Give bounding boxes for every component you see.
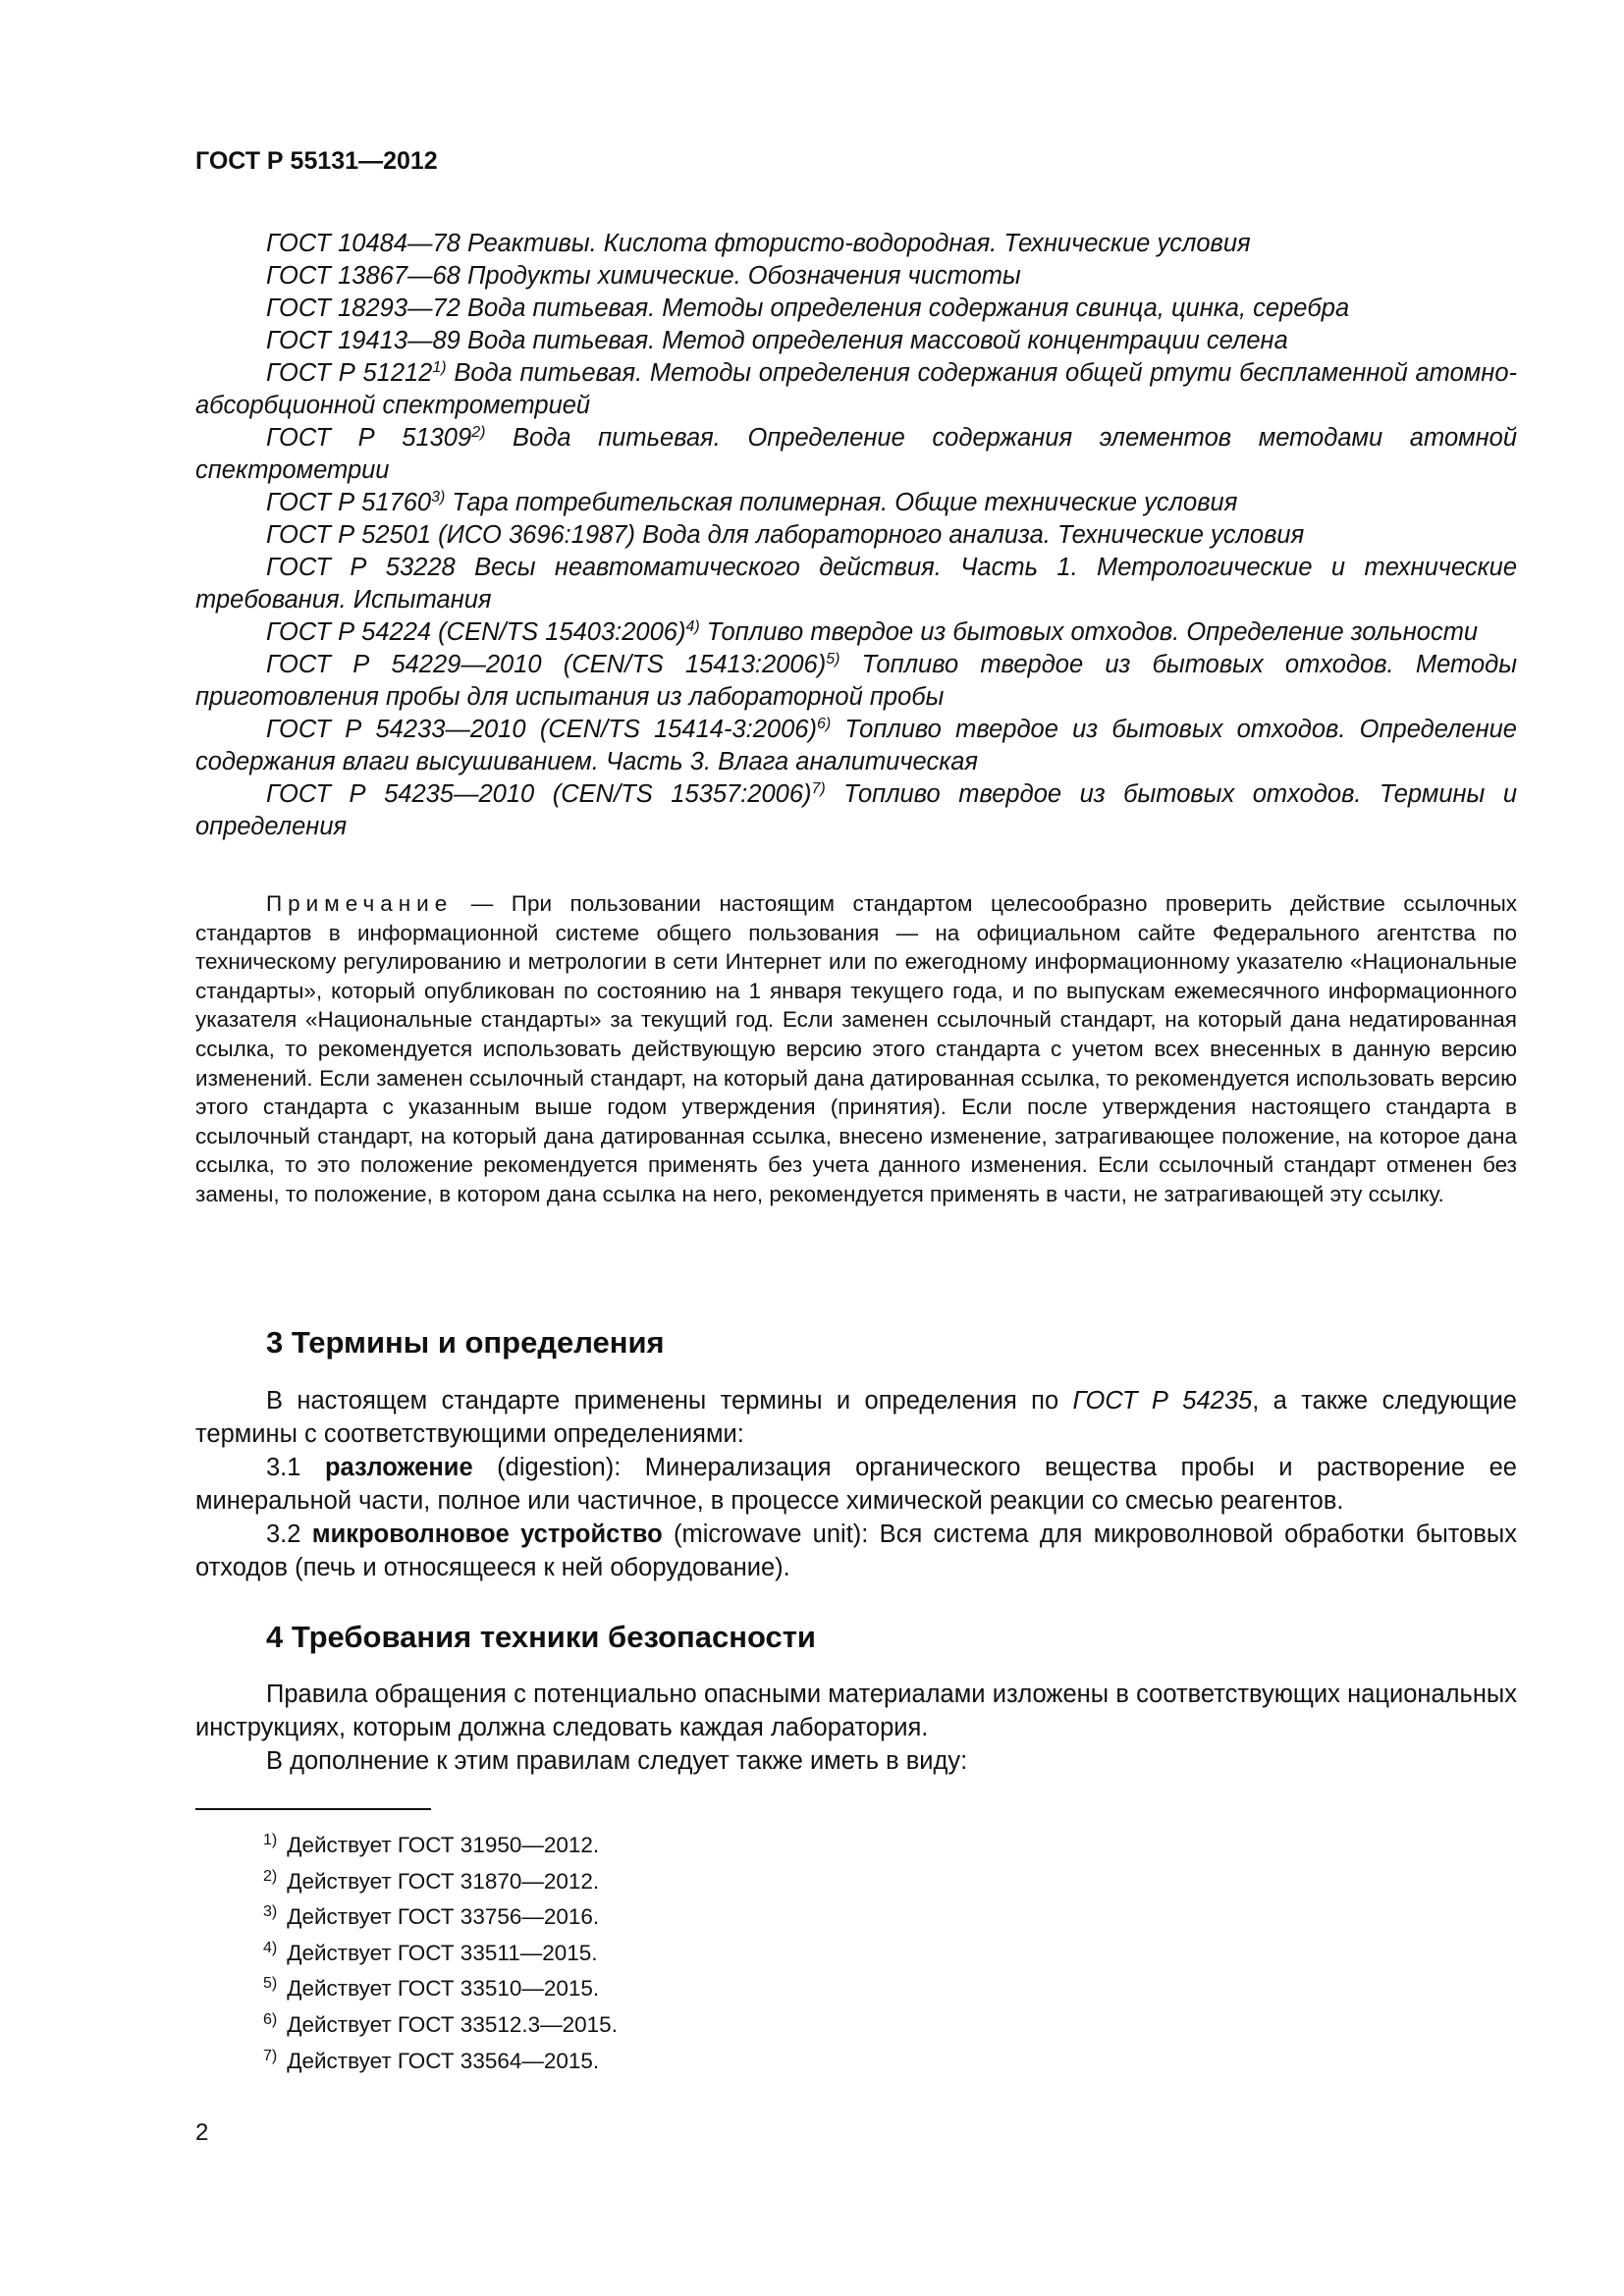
term-name: микроволновое устройство xyxy=(311,1521,663,1548)
footnote-text: Действует ГОСТ 33511—2015. xyxy=(287,1940,598,1965)
reference-item xyxy=(195,228,1517,260)
reference-item xyxy=(195,487,1517,519)
footnote-mark: 7) xyxy=(811,780,826,797)
footnote xyxy=(263,1864,618,1900)
reference-item xyxy=(195,260,1517,293)
reference-code: ГОСТ 13867—68 xyxy=(266,262,460,290)
reference-title: Реактивы. Кислота фтористо-водородная. Технические условия xyxy=(460,230,1251,257)
reference-code: ГОСТ Р 54229—2010 (CEN/TS 15413:2006) xyxy=(266,651,827,678)
reference-item xyxy=(195,519,1517,552)
reference-title: Вода питьевая. Определение содержания элементов методами атомной спектрометрии xyxy=(195,424,1518,484)
footnote-mark: 5) xyxy=(263,1975,278,1993)
footnote-text: Действует ГОСТ 33512.3—2015. xyxy=(287,2011,618,2037)
footnote-mark: 2) xyxy=(471,424,486,441)
section-3-body xyxy=(195,1384,1517,1584)
reference-item xyxy=(195,552,1517,616)
footnote-separator xyxy=(195,1808,431,1810)
footnote-text: Действует ГОСТ 33756—2016. xyxy=(287,1904,600,1930)
reference-item xyxy=(195,616,1517,649)
note-paragraph xyxy=(195,889,1517,1209)
footnote-mark: 3) xyxy=(263,1903,278,1921)
section-4-heading: 4 Требования техники безопасности xyxy=(266,1620,816,1654)
reference-title: Вода для лабораторного анализа. Технические условия xyxy=(635,521,1305,549)
reference-title: Топливо твердое из бытовых отходов. Методы приготовления пробы для испытания из лабораторной пробы xyxy=(195,651,1517,711)
reference-title: Вода питьевая. Метод определения массовой концентрации селена xyxy=(460,327,1288,354)
note-text: — При пользовании настоящим стандартом целесообразно проверить действие ссылочных стандартов в информационной системе общего пользования — на официальном сайте Федерального агентства по техническому регулированию и метрологии в сети Интернет или по ежегодному информационному указателю «Национальные стандарты», который опубликован по состоянию на 1 января текущего года, и по выпускам ежемесячного информационного указателя «Национальные стандарты» за текущий год. Если заменен ссылочный стандарт, на который дана недатированная ссылка, то рекомендуется использовать действующую версию этого стандарта с учетом всех внесенных в данную версию изменений. Если заменен ссылочный стандарт, на который дана датированная ссылка, то рекомендуется использовать версию этого стандарта с указанным выше годом утверждения (принятия). Если после утверждения настоящего стандарта в ссылочный стандарт, на который дана датированная ссылка, внесено изменение, затрагивающее положение, на которое дана ссылка, то это положение рекомендуется применять без учета данного изменения. Если ссылочный стандарт отменен без замены, то положение, в котором дана ссылка на него, рекомендуется применять в части, не затрагивающей эту ссылку. xyxy=(195,891,1517,1206)
footnote-text: Действует ГОСТ 31950—2012. xyxy=(287,1833,600,1857)
footnote-mark: 3) xyxy=(431,489,446,506)
intro-text: , а также следующие термины с соответствующими определениями: xyxy=(195,1387,1517,1448)
intro-reference: ГОСТ Р 54235 xyxy=(1072,1387,1253,1415)
reference-code: ГОСТ 18293—72 xyxy=(266,294,460,322)
reference-item xyxy=(195,649,1517,714)
intro-text: В настоящем стандарте применены термины и определения по xyxy=(266,1387,1073,1415)
reference-item xyxy=(195,714,1517,778)
reference-code: ГОСТ 19413—89 xyxy=(266,327,460,354)
term-definition: (microwave unit): Вся система для микроволновой обработки бытовых отходов (печь и относящееся к ней оборудование). xyxy=(195,1521,1517,1581)
footnote xyxy=(263,1828,618,1864)
reference-title: Топливо твердое из бытовых отходов. Определение зольности xyxy=(699,618,1479,646)
reference-item xyxy=(195,325,1517,357)
reference-code: ГОСТ Р 52501 (ИСО 3696:1987) xyxy=(266,521,635,549)
reference-code: ГОСТ 10484—78 xyxy=(266,230,460,257)
footnote xyxy=(263,2044,618,2080)
term-number: 3.2 xyxy=(266,1521,312,1548)
reference-item xyxy=(195,778,1517,843)
footnote-text: Действует ГОСТ 33510—2015. xyxy=(287,1976,600,2002)
reference-title: Весы неавтоматического действия. Часть 1. Метрологические и технические требования. Испытания xyxy=(195,554,1518,614)
footnote-mark: 1) xyxy=(263,1832,278,1848)
reference-title: Топливо твердое из бытовых отходов. Термины и определения xyxy=(195,780,1518,840)
footnote-mark: 6) xyxy=(816,716,832,732)
normative-references-list xyxy=(195,228,1517,843)
term-3-1 xyxy=(195,1451,1517,1518)
reference-code: ГОСТ Р 53228 xyxy=(266,554,456,581)
reference-item xyxy=(195,422,1517,487)
footnote xyxy=(263,1936,618,1972)
footnote xyxy=(263,1971,618,2007)
footnote-mark: 5) xyxy=(826,651,840,667)
term-name: разложение xyxy=(324,1454,473,1481)
footnote xyxy=(263,2007,618,2044)
section-3-heading: 3 Термины и определения xyxy=(266,1325,665,1360)
reference-item xyxy=(195,357,1517,422)
reference-code: ГОСТ Р 51309 xyxy=(266,424,472,452)
reference-title: Топливо твердое из бытовых отходов. Определение содержания влаги высушиванием. Часть 3. Влага аналитическая xyxy=(195,716,1517,775)
section-4-body xyxy=(195,1678,1517,1778)
footnotes-list xyxy=(263,1828,618,2079)
page-number: 2 xyxy=(195,2119,209,2146)
term-number: 3.1 xyxy=(266,1454,325,1481)
term-3-2 xyxy=(195,1518,1517,1584)
reference-title: Вода питьевая. Методы определения содержания общей ртути беспламенной атомно-абсорбционной спектрометрией xyxy=(195,359,1517,419)
section-3-intro xyxy=(195,1384,1517,1451)
reference-code: ГОСТ Р 54233—2010 (CEN/TS 15414-3:2006) xyxy=(266,716,817,743)
footnote-mark: 2) xyxy=(263,1867,278,1885)
reference-item xyxy=(195,293,1517,325)
term-definition: (digestion): Минерализация органического вещества пробы и растворение ее минеральной части, полное или частичное, в процессе химической реакции со смесью реагентов. xyxy=(195,1454,1517,1515)
reference-code: ГОСТ Р 51212 xyxy=(266,359,433,387)
reference-title: Тара потребительская полимерная. Общие технические условия xyxy=(445,489,1238,516)
footnote-mark: 4) xyxy=(263,1939,278,1956)
footnote-text: Действует ГОСТ 31870—2012. xyxy=(287,1868,600,1894)
footnote-mark: 4) xyxy=(685,618,700,635)
footnote-mark: 6) xyxy=(263,2010,278,2028)
section-4-paragraph: В дополнение к этим правилам следует также иметь в виду: xyxy=(266,1747,968,1775)
footnote-text: Действует ГОСТ 33564—2015. xyxy=(287,2048,600,2073)
document-header: ГОСТ Р 55131—2012 xyxy=(195,147,438,175)
reference-code: ГОСТ Р 51760 xyxy=(266,489,432,516)
footnote-mark: 1) xyxy=(432,359,447,376)
footnote-mark: 7) xyxy=(263,2047,278,2064)
note-label: Примечание xyxy=(266,891,454,916)
reference-code: ГОСТ Р 54224 (CEN/TS 15403:2006) xyxy=(266,618,686,646)
footnote xyxy=(263,1899,618,1936)
reference-title: Вода питьевая. Методы определения содержания свинца, цинка, серебра xyxy=(460,294,1350,322)
reference-title: Продукты химические. Обозначения чистоты xyxy=(460,262,1021,290)
section-4-paragraph: Правила обращения с потенциально опасными материалами изложены в соответствующих национальных инструкциях, которым должна следовать каждая лаборатория. xyxy=(195,1681,1517,1741)
reference-code: ГОСТ Р 54235—2010 (CEN/TS 15357:2006) xyxy=(266,780,812,808)
